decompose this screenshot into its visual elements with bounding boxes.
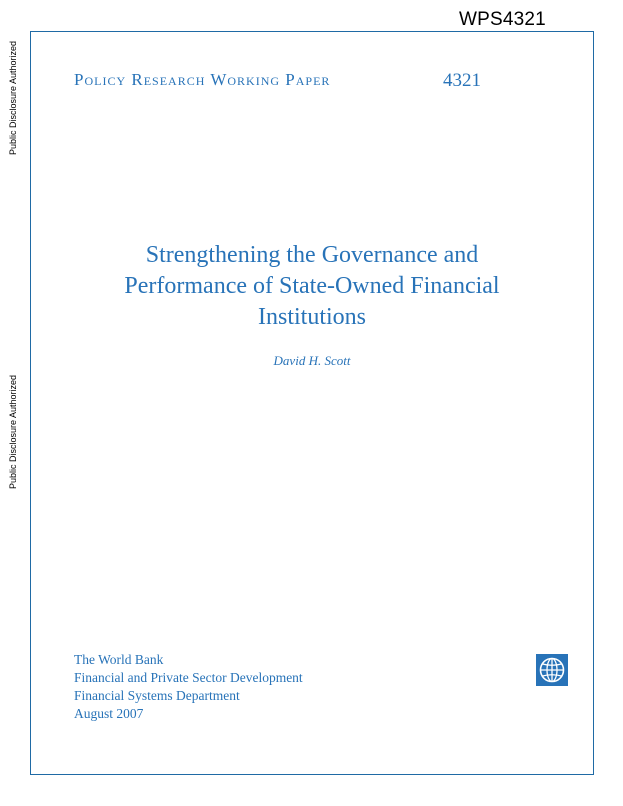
- disclosure-stamp-top: Public Disclosure Authorized: [8, 40, 18, 155]
- paper-title: [30, 240, 594, 333]
- paper-number: 4321: [443, 70, 481, 91]
- world-bank-globe-icon: [536, 654, 568, 686]
- series-label: Policy Research Working Paper: [74, 70, 331, 89]
- title-line: Performance of State-Owned Financial: [124, 273, 500, 299]
- title-line: Institutions: [257, 304, 366, 330]
- affiliation-line: Financial Systems Department: [74, 688, 240, 703]
- affiliation-block: [74, 651, 303, 723]
- disclosure-stamp-bottom: Public Disclosure Authorized: [8, 374, 18, 489]
- affiliation-line: The World Bank: [74, 652, 164, 667]
- author-name: David H. Scott: [273, 353, 351, 368]
- report-id: WPS4321: [459, 9, 546, 30]
- publication-date: August 2007: [74, 706, 144, 721]
- title-line: Strengthening the Governance and: [145, 242, 479, 268]
- affiliation-line: Financial and Private Sector Development: [74, 670, 303, 685]
